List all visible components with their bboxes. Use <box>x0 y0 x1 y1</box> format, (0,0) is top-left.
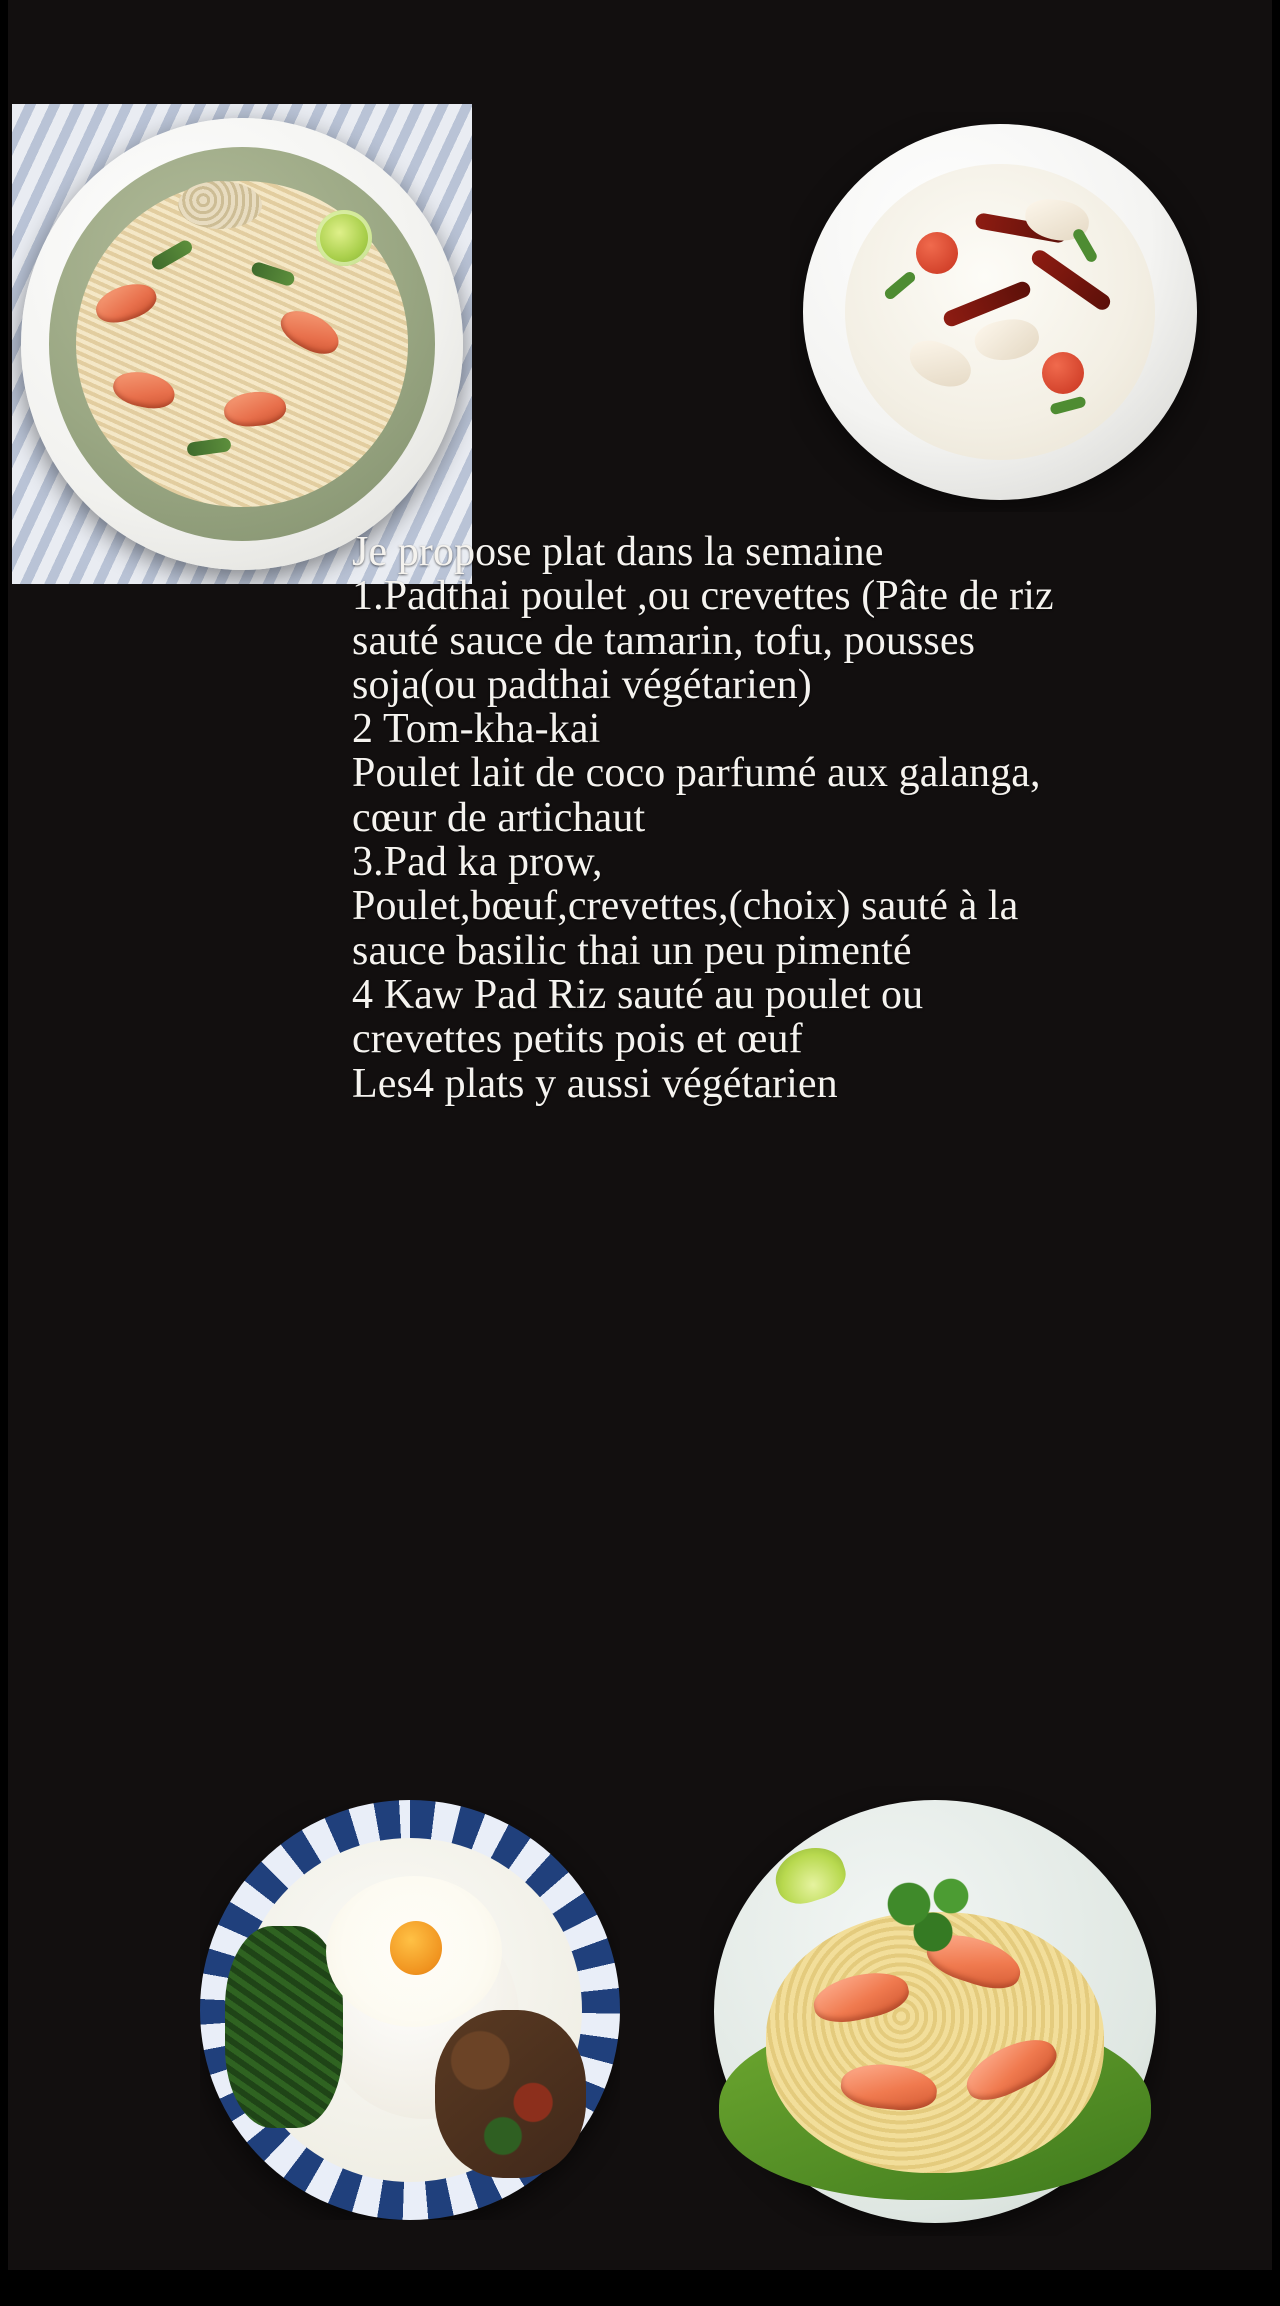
caption-text <box>352 530 1072 1106</box>
caption-line: Les4 plats y aussi végétarien <box>352 1060 838 1107</box>
caption-line: Poulet lait de coco parfumé aux galanga, cœur de artichaut <box>352 750 1041 841</box>
caption-line: Je propose plat dans la semaine <box>352 529 884 575</box>
bottom-band <box>0 2270 1280 2306</box>
photo-tomkha[interactable] <box>790 112 1210 512</box>
fried-egg <box>326 1876 502 2027</box>
egg-yolk <box>390 1921 443 1975</box>
caption-line: 1.Padthai poulet ,ou crevettes (Pâte de riz sauté sauce de tamarin, tofu, pousses soja(ou padthai végétarien) <box>352 573 1054 708</box>
cherry-tomato <box>916 232 958 274</box>
right-gutter <box>1272 0 1280 2306</box>
fried-basil <box>225 1926 343 2128</box>
photo-kawpad[interactable] <box>700 1786 1170 2236</box>
basil-meat-stirfry <box>435 2010 586 2178</box>
photo-padkaprow[interactable] <box>200 1800 620 2220</box>
caption-line: 3.Pad ka prow, <box>352 839 603 886</box>
left-gutter <box>0 0 8 2306</box>
cherry-tomato <box>1042 352 1084 394</box>
caption-line: 4 Kaw Pad Riz sauté au poulet ou crevettes petits pois et œuf <box>352 971 924 1063</box>
coconut-soup <box>845 164 1156 460</box>
crushed-peanuts <box>178 181 262 229</box>
photo-padthai[interactable] <box>12 104 472 584</box>
caption-line: Poulet,bœuf,crevettes,(choix) sauté à la sauce basilic thai un peu pimenté <box>352 883 1019 974</box>
lime-slice <box>316 210 372 266</box>
caption-line: 2 Tom-kha-kai <box>352 706 601 753</box>
cilantro-garnish <box>879 1876 999 1956</box>
